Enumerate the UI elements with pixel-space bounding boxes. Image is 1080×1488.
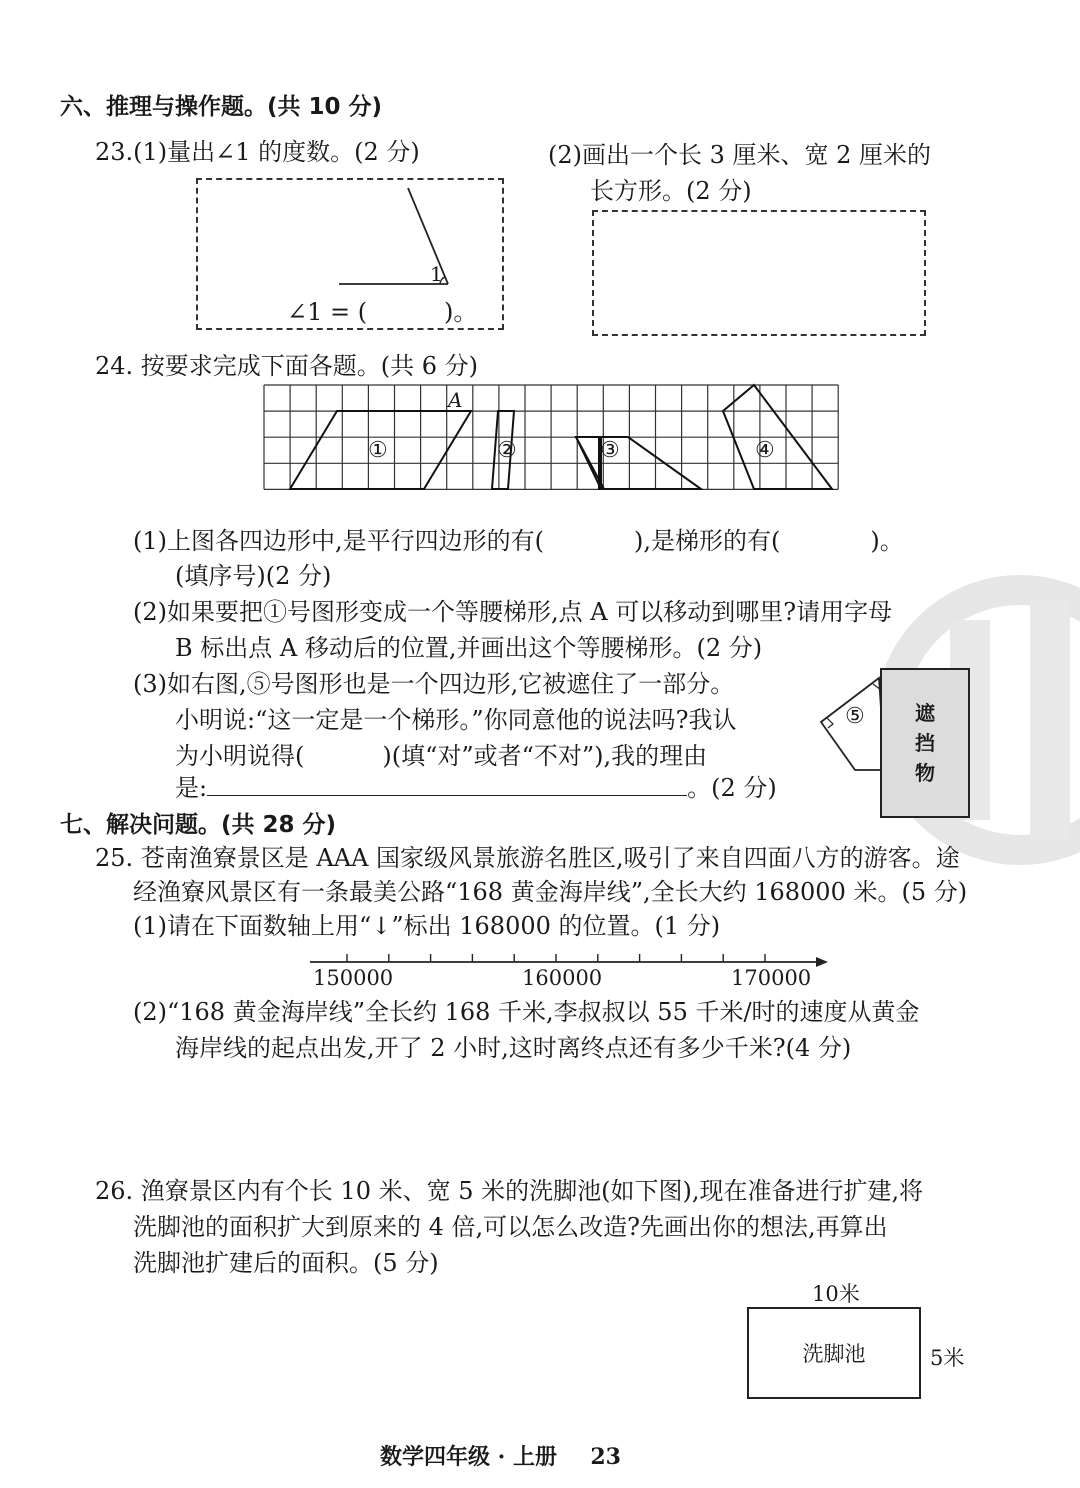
q24-p1-line1 <box>133 525 904 557</box>
q24-p3-line1: (3)如右图,⑤号图形也是一个四边形,它被遮住了一部分。 <box>133 670 735 698</box>
q24-p1-text-a: (1)上图各四边形中,是平行四边形的有( <box>133 527 544 555</box>
cover-char-1: 遮 <box>915 701 935 725</box>
angle-answer-open: ∠1 = ( <box>287 298 368 326</box>
q25-line2: 经渔寮风景区有一条最美公路“168 黄金海岸线”,全长大约 168000 米。(5 分) <box>133 878 968 906</box>
axis-label-160000: 160000 <box>522 966 603 990</box>
footer <box>380 1440 621 1471</box>
q24-p2-line2: B 标出点 A 移动后的位置,并画出这个等腰梯形。(2 分) <box>175 634 763 662</box>
foot-pool <box>747 1307 921 1399</box>
angle-answer-close: )。 <box>444 298 478 326</box>
shape-4-label: ④ <box>755 438 775 463</box>
q24-p2-line1: (2)如果要把①号图形变成一个等腰梯形,点 A 可以移动到哪里?请用字母 <box>133 598 893 626</box>
q25-p2-line2: 海岸线的起点出发,开了 2 小时,这时离终点还有多少千米?(4 分) <box>175 1034 852 1062</box>
q26-line2: 洗脚池的面积扩大到原来的 4 倍,可以怎么改造?先画出你的想法,再算出 <box>133 1213 888 1241</box>
section-6-title: 六、推理与操作题。(共 10 分) <box>60 94 383 120</box>
cover-char-3: 物 <box>915 761 935 785</box>
shape-1-label: ① <box>368 438 388 463</box>
q24-p3-line4 <box>175 772 777 804</box>
q26-line1: 26. 渔寮景区内有个长 10 米、宽 5 米的洗脚池(如下图),现在准备进行扩建,将 <box>95 1177 924 1205</box>
cover-char-2: 挡 <box>915 731 935 755</box>
q24-p3-line2: 小明说:“这一定是一个梯形。”你同意他的说法吗?我认 <box>175 706 737 734</box>
q23-drawing-box[interactable] <box>592 210 926 336</box>
q24-title: 24. 按要求完成下面各题。(共 6 分) <box>95 352 479 380</box>
q24-p3-text-a: 为小明说得( <box>175 742 305 770</box>
pool-length-label: 10米 <box>812 1282 860 1306</box>
q24-p1-line2: (填序号)(2 分) <box>175 562 332 590</box>
pool-label: 洗脚池 <box>802 1342 866 1366</box>
axis-label-170000: 170000 <box>731 966 812 990</box>
point-a-label: A <box>448 388 463 412</box>
shape-3-label: ③ <box>600 438 620 463</box>
q25-p2-line1: (2)“168 黄金海岸线”全长约 168 千米,李叔叔以 55 千米/时的速度从黄金 <box>133 998 920 1026</box>
q24-p1-text-c: )。 <box>870 527 904 555</box>
angle-answer-blank[interactable] <box>362 300 440 324</box>
section-7-title: 七、解决问题。(共 28 分) <box>60 812 337 838</box>
axis-label-150000: 150000 <box>313 966 394 990</box>
q24-p3-text-d: 。(2 分) <box>687 774 777 802</box>
q23-part2-line2: 长方形。(2 分) <box>590 177 752 205</box>
q24-p3-text-b: )(填“对”或者“不对”),我的理由 <box>382 742 708 770</box>
q23-part1-text: 23.(1)量出∠1 的度数。(2 分) <box>95 138 420 166</box>
reason-answer-line[interactable] <box>207 773 687 796</box>
shape-2-label: ② <box>497 438 517 463</box>
page-number: 23 <box>590 1444 621 1470</box>
q25-line1: 25. 苍南渔寮景区是 AAA 国家级风景旅游名胜区,吸引了来自四面八方的游客。途 <box>95 844 960 872</box>
q26-line3: 洗脚池扩建后的面积。(5 分) <box>133 1249 439 1277</box>
q25-p1: (1)请在下面数轴上用“↓”标出 168000 的位置。(1 分) <box>133 912 721 940</box>
q24-p3-line3 <box>175 740 707 772</box>
cover-object <box>880 668 970 818</box>
angle-1-label: 1 <box>430 262 443 286</box>
footer-subject: 数学四年级 · 上册 <box>380 1444 557 1470</box>
q23-part2-line1: (2)画出一个长 3 厘米、宽 2 厘米的 <box>548 141 932 169</box>
q24-p3-text-c: 是: <box>175 774 208 802</box>
q24-p1-text-b: ),是梯形的有( <box>634 527 781 555</box>
shape-5-label: ⑤ <box>845 704 865 729</box>
pool-width-label: 5米 <box>930 1346 965 1370</box>
